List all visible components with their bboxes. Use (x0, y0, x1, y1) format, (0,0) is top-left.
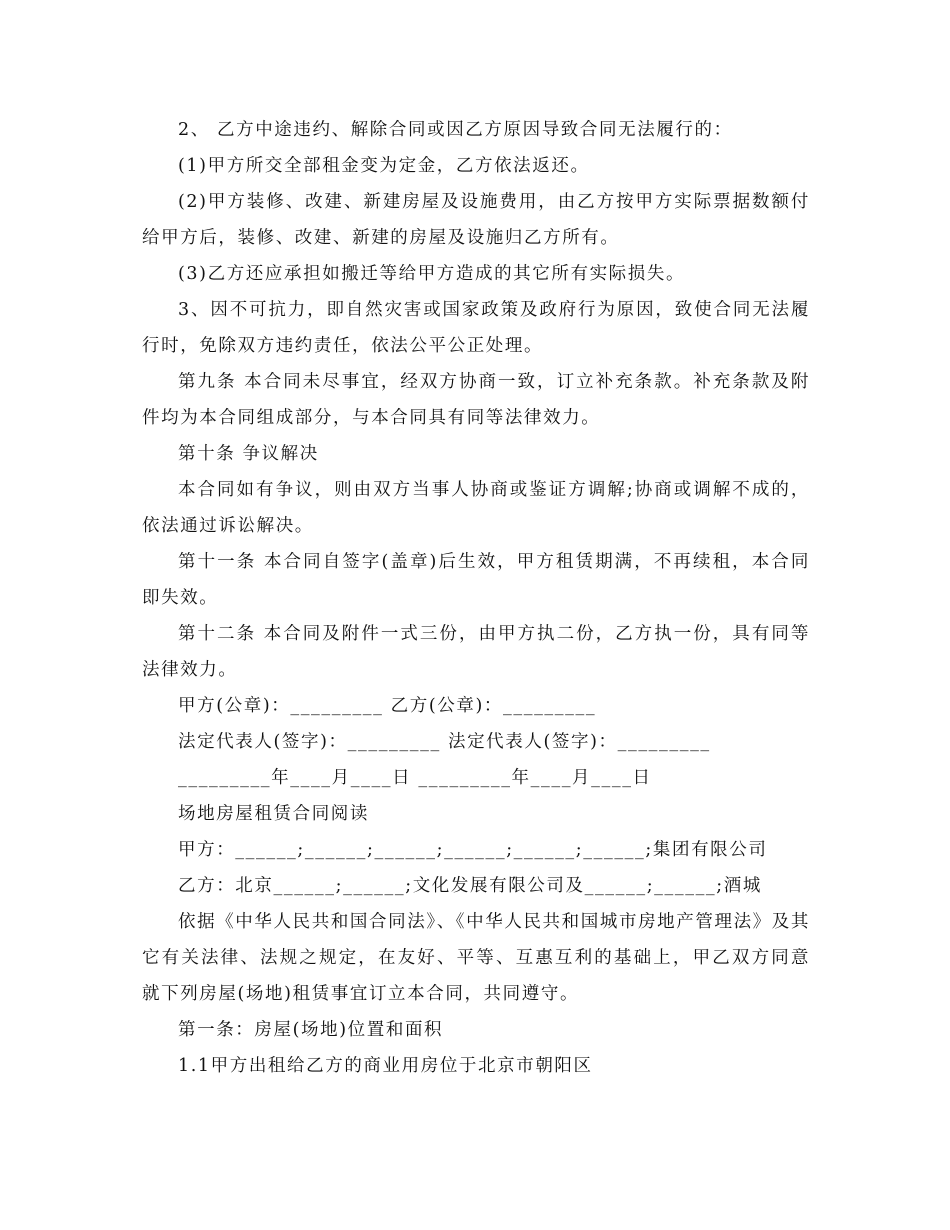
paragraph-clause-8-2-2: (2)甲方装修、改建、新建房屋及设施费用，由乙方按甲方实际票据数额付给甲方后，装修、改建、新建的房屋及设施归乙方所有。 (142, 192, 810, 248)
signature-date-line: _________年____月____日 _________年____月____日 (178, 768, 652, 788)
signature-seal-line: 甲方(公章)：_________ 乙方(公章)：_________ (178, 696, 597, 716)
paragraph-legal-basis: 依据《中华人民共和国合同法》、《中华人民共和国城市房地产管理法》及其它有关法律、法规之规定，在友好、平等、互惠互利的基础上，甲乙双方同意就下列房屋(场地)租赁事宜订立本合同，共同遵守。 (142, 912, 810, 1004)
party-a-line: 甲方：______;______;______;______;______;______;集团有限公司 (178, 840, 768, 860)
paragraph-article-10-body: 本合同如有争议，则由双方当事人协商或鉴证方调解;协商或调解不成的，依法通过诉讼解决。 (142, 480, 810, 536)
paragraph-clause-8-2-1: (1)甲方所交全部租金变为定金，乙方依法返还。 (178, 156, 590, 176)
paragraph-article-11: 第十一条 本合同自签字(盖章)后生效，甲方租赁期满，不再续租，本合同即失效。 (142, 552, 810, 608)
paragraph-article-1-1: 1.1甲方出租给乙方的商业用房位于北京市朝阳区 (178, 1056, 593, 1076)
section-title: 场地房屋租赁合同阅读 (178, 804, 369, 824)
paragraph-article-9: 第九条 本合同未尽事宜，经双方协商一致，订立补充条款。补充条款及附件均为本合同组成部分，与本合同具有同等法律效力。 (142, 372, 810, 428)
party-b-line: 乙方：北京______;______;文化发展有限公司及______;______;酒城 (178, 876, 762, 896)
paragraph-article-12: 第十二条 本合同及附件一式三份，由甲方执二份，乙方执一份，具有同等法律效力。 (142, 624, 810, 680)
paragraph-article-1-heading: 第一条：房屋(场地)位置和面积 (178, 1020, 444, 1040)
paragraph-clause-8-3: 3、因不可抗力，即自然灾害或国家政策及政府行为原因，致使合同无法履行时，免除双方违约责任，依法公平公正处理。 (142, 300, 810, 356)
paragraph-clause-8-2-3: (3)乙方还应承担如搬迁等给甲方造成的其它所有实际损失。 (178, 264, 686, 284)
paragraph-article-10-heading: 第十条 争议解决 (178, 444, 319, 464)
document-body (142, 112, 810, 1084)
signature-representative-line: 法定代表人(签字)：_________ 法定代表人(签字)：_________ (178, 732, 711, 752)
paragraph-clause-8-2: 2、 乙方中途违约、解除合同或因乙方原因导致合同无法履行的： (178, 120, 733, 140)
